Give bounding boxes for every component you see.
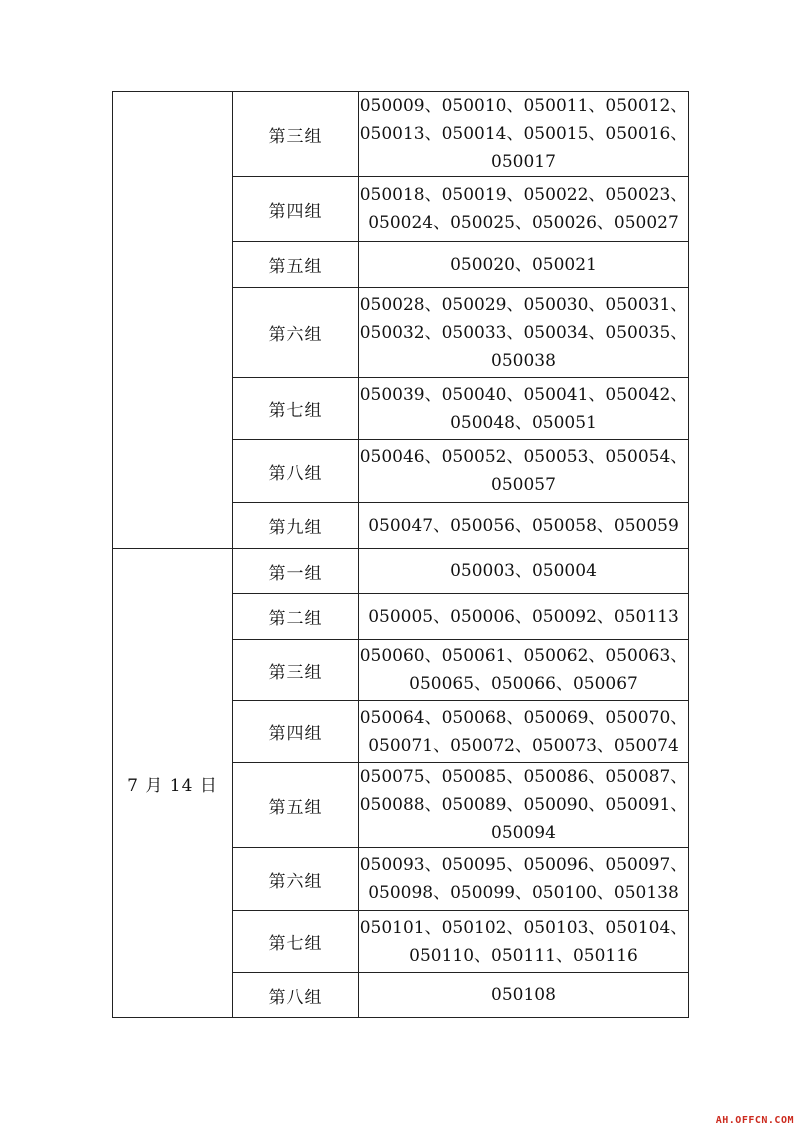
id-line: 050101、050102、050103、050104、: [359, 917, 688, 938]
date-cell: [113, 92, 233, 549]
id-line: 050013、050014、050015、050016、: [359, 124, 688, 144]
ids-cell: [359, 177, 689, 242]
group-cell: 第六组: [233, 848, 359, 911]
table-body: [113, 92, 689, 1018]
group-cell: 第七组: [233, 911, 359, 973]
id-line: 050108: [491, 985, 556, 1005]
ids-cell: [359, 92, 689, 177]
group-cell: 第五组: [233, 242, 359, 288]
id-line: 050060、050061、050062、050063、: [359, 646, 688, 666]
id-line: 050064、050068、050069、050070、: [359, 707, 688, 728]
group-cell: 第二组: [233, 594, 359, 640]
ids-cell: [359, 594, 689, 640]
id-line: 050039、050040、050041、050042、: [359, 384, 688, 405]
ids-cell: [359, 848, 689, 911]
group-cell: 第八组: [233, 973, 359, 1018]
id-line: 050024、050025、050026、050027: [368, 213, 679, 233]
ids-cell: [359, 440, 689, 503]
group-cell: 第四组: [233, 701, 359, 763]
id-line: 050047、050056、050058、050059: [368, 515, 679, 536]
id-line: 050005、050006、050092、050113: [368, 606, 679, 627]
ids-cell: [359, 242, 689, 288]
id-line: 050038: [491, 350, 556, 371]
ids-cell: [359, 973, 689, 1018]
id-line: 050048、050051: [450, 412, 597, 433]
site-watermark: AH.OFFCN.COM: [715, 1115, 794, 1126]
table-row: [113, 92, 689, 177]
ids-cell: [359, 763, 689, 848]
group-cell: 第三组: [233, 92, 359, 177]
id-line: 050093、050095、050096、050097、: [359, 855, 688, 875]
group-cell: 第五组: [233, 763, 359, 848]
id-line: 050075、050085、050086、050087、: [359, 767, 688, 787]
id-line: 050094: [491, 823, 556, 843]
id-line: 050110、050111、050116: [409, 945, 638, 966]
ids-cell: [359, 911, 689, 973]
table-row: [113, 549, 689, 594]
id-line: 050017: [491, 152, 556, 172]
group-cell: 第八组: [233, 440, 359, 503]
group-cell: 第六组: [233, 288, 359, 378]
group-cell: 第四组: [233, 177, 359, 242]
id-line: 050057: [491, 475, 556, 495]
group-cell: 第一组: [233, 549, 359, 594]
id-line: 050020、050021: [450, 254, 597, 275]
ids-cell: [359, 701, 689, 763]
id-line: 050009、050010、050011、050012、: [359, 96, 688, 116]
id-line: 050098、050099、050100、050138: [368, 883, 679, 903]
id-line: 050065、050066、050067: [409, 674, 638, 694]
id-line: 050028、050029、050030、050031、: [359, 294, 688, 315]
date-cell: 7 月 14 日: [113, 549, 233, 1018]
id-line: 050046、050052、050053、050054、: [359, 447, 688, 467]
group-cell: 第三组: [233, 640, 359, 701]
id-line: 050032、050033、050034、050035、: [359, 322, 688, 343]
exam-schedule-table: [112, 91, 689, 1018]
ids-cell: [359, 288, 689, 378]
id-line: 050088、050089、050090、050091、: [359, 795, 688, 815]
group-cell: 第七组: [233, 378, 359, 440]
group-cell: 第九组: [233, 503, 359, 549]
ids-cell: [359, 640, 689, 701]
id-line: 050003、050004: [450, 561, 597, 581]
ids-cell: [359, 549, 689, 594]
id-line: 050071、050072、050073、050074: [368, 735, 679, 756]
id-line: 050018、050019、050022、050023、: [359, 185, 688, 205]
ids-cell: [359, 378, 689, 440]
ids-cell: [359, 503, 689, 549]
